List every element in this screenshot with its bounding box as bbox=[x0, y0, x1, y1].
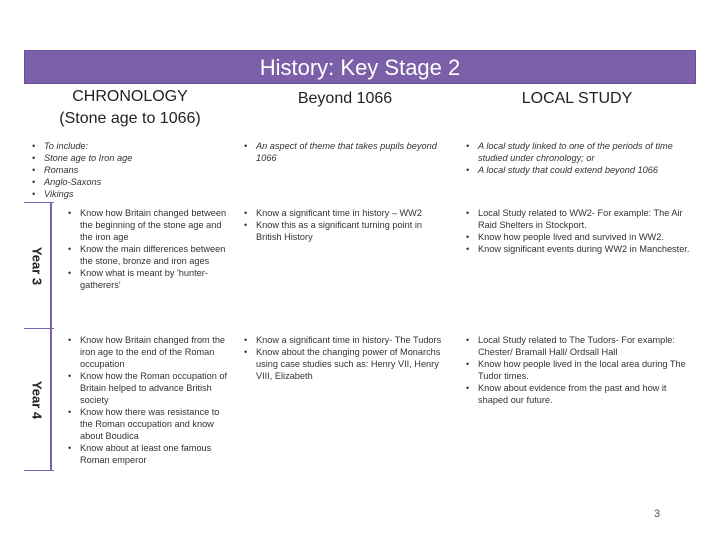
year4-local-list bbox=[464, 334, 690, 406]
list-item: • Know how people lived in the local area during The Tudor times. bbox=[478, 358, 690, 382]
list-item: • An aspect of theme that takes pupils beyond 1066 bbox=[256, 140, 452, 164]
beyond-intro bbox=[242, 140, 452, 164]
list-item: • Know this as a significant turning point in British History bbox=[256, 219, 448, 243]
list-item: • Know a significant time in history- The Tudors bbox=[256, 334, 448, 346]
list-item: • Local Study related to WW2- For example: The Air Raid Shelters in Stockport. bbox=[478, 207, 690, 231]
row-divider bbox=[24, 470, 54, 471]
page-title: History: Key Stage 2 bbox=[24, 50, 696, 84]
page-number: 3 bbox=[654, 508, 661, 520]
year3-beyond-list bbox=[242, 207, 448, 243]
list-item: • A local study linked to one of the periods of time studied under chronology; or bbox=[478, 140, 692, 164]
year3-beyond bbox=[242, 207, 448, 243]
year4-local bbox=[464, 334, 690, 406]
list-item: • Know how the Roman occupation of Britain helped to advance British society bbox=[80, 370, 228, 406]
list-item: • A local study that could extend beyond 1066 bbox=[478, 164, 692, 176]
list-item: • Know how Britain changed from the iron age to the end of the Roman occupation bbox=[80, 334, 228, 370]
list-item: • Know about the changing power of Monarchs using case studies such as: Henry VII, Henry VIII, Elizabeth bbox=[256, 346, 448, 382]
local-intro bbox=[464, 140, 692, 176]
beyond-intro-list bbox=[242, 140, 452, 164]
year4-chronology-list bbox=[66, 334, 228, 466]
list-item: • Know what is meant by 'hunter-gatherers' bbox=[80, 267, 228, 291]
list-item: • Know a significant time in history – WW2 bbox=[256, 207, 448, 219]
header-chronology bbox=[30, 86, 230, 130]
year3-chronology-list bbox=[66, 207, 228, 291]
list-item: • Know about evidence from the past and how it shaped our future. bbox=[478, 382, 690, 406]
list-item: • Romans bbox=[44, 164, 230, 176]
year4-chronology bbox=[66, 334, 228, 466]
list-item: • Know the main differences between the stone, bronze and iron ages bbox=[80, 243, 228, 267]
list-item: • Vikings bbox=[44, 188, 230, 200]
list-item: • Know how there was resistance to the Roman occupation and know about Boudica bbox=[80, 406, 228, 442]
list-item: • Know significant events during WW2 in Manchester. bbox=[478, 243, 690, 255]
list-item: • Know about at least one famous Roman emperor bbox=[80, 442, 228, 466]
header-beyond: Beyond 1066 bbox=[297, 90, 393, 107]
year3-side-label bbox=[24, 203, 52, 328]
list-item: • To include: bbox=[44, 140, 230, 152]
year3-chronology bbox=[66, 207, 228, 291]
local-intro-list bbox=[464, 140, 692, 176]
list-item: • Know how people lived and survived in WW2. bbox=[478, 231, 690, 243]
year4-beyond-list bbox=[242, 334, 448, 382]
list-item: • Know how Britain changed between the beginning of the stone age and the iron age bbox=[80, 207, 228, 243]
list-item: • Anglo-Saxons bbox=[44, 176, 230, 188]
list-item: • Stone age to Iron age bbox=[44, 152, 230, 164]
year4-side-label bbox=[24, 329, 52, 470]
list-item: • Local Study related to The Tudors- For example: Chester/ Bramall Hall/ Ordsall Hall bbox=[478, 334, 690, 358]
year3-local bbox=[464, 207, 690, 255]
year3-label: Year 3 bbox=[29, 246, 45, 285]
year4-label: Year 4 bbox=[29, 380, 45, 419]
chronology-intro-list bbox=[30, 140, 230, 200]
chronology-intro bbox=[30, 140, 230, 200]
header-local: LOCAL STUDY bbox=[521, 90, 633, 107]
year4-beyond bbox=[242, 334, 448, 382]
header-chronology-label: CHRONOLOGY (Stone age to 1066) bbox=[59, 88, 201, 127]
year3-local-list bbox=[464, 207, 690, 255]
